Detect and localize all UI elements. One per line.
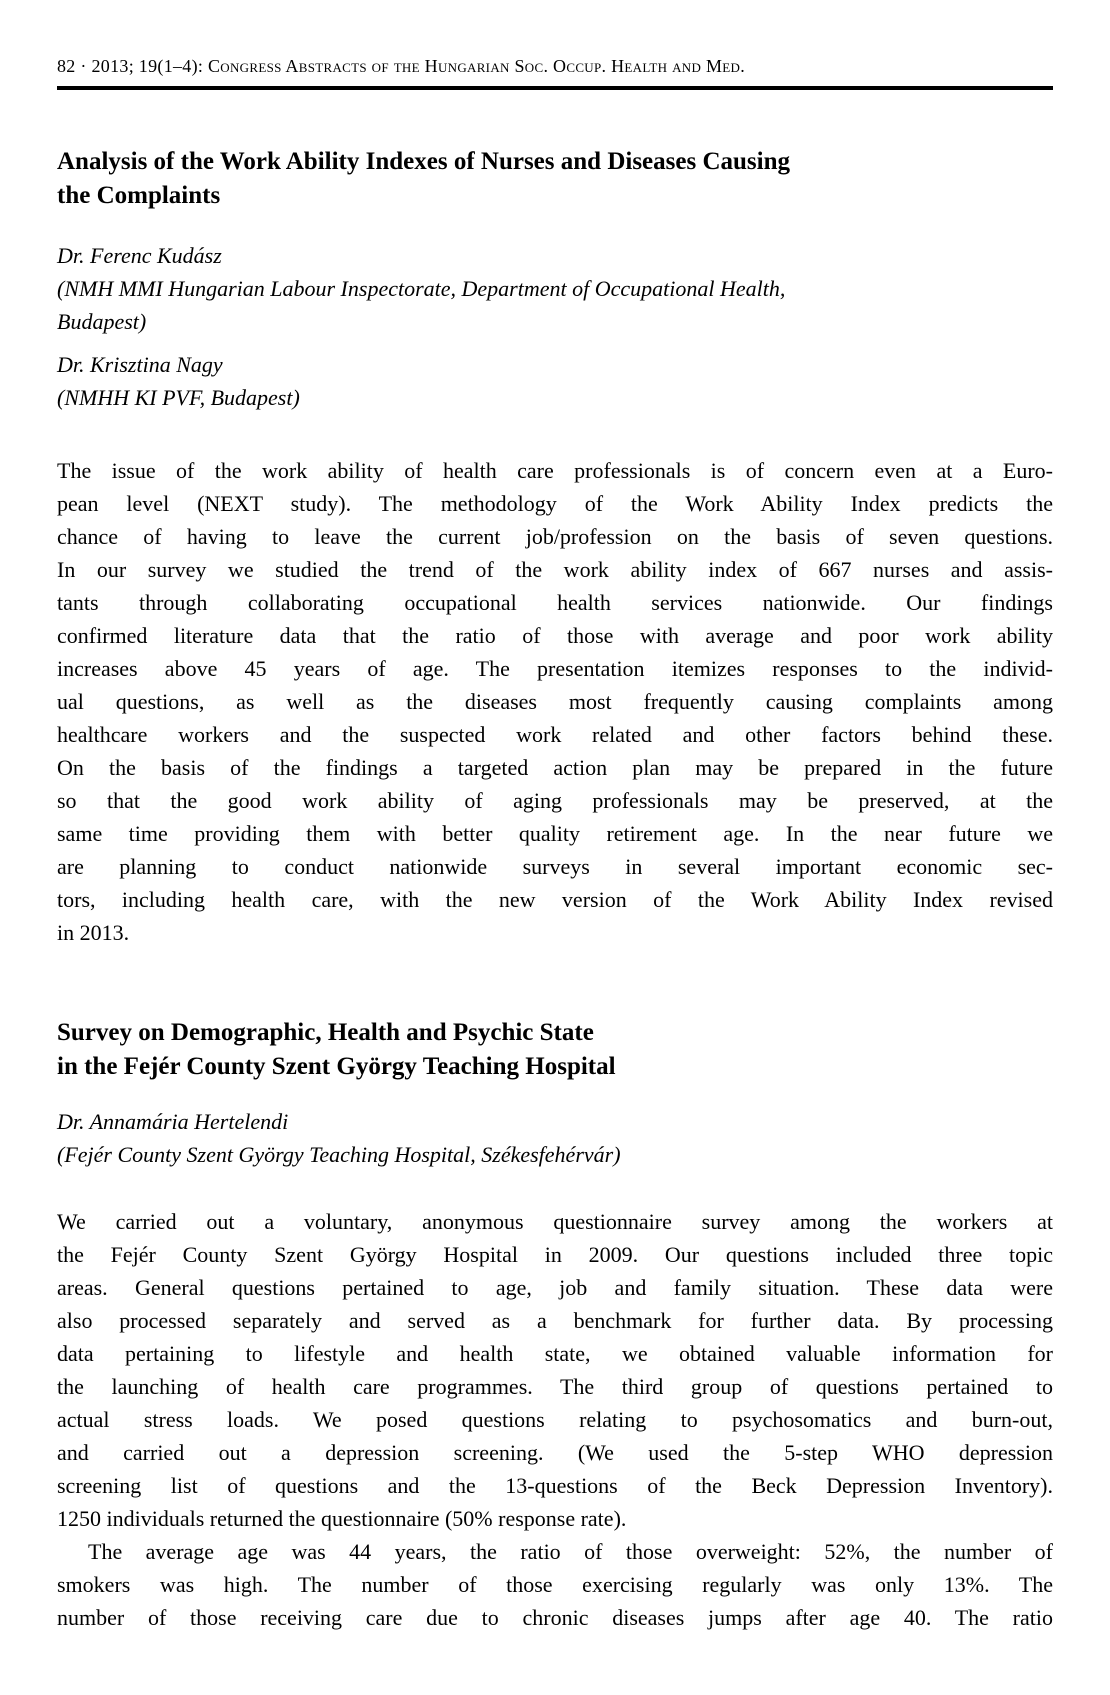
text-line: same time providing them with better quality retirement age. In the near future we	[57, 821, 1053, 846]
author-name: Dr. Ferenc Kudász	[57, 243, 222, 268]
text-line: actual stress loads. We posed questions relating to psychosomatics and burn-out,	[57, 1407, 1053, 1432]
text-line: the Fejér County Szent György Hospital in 2009. Our questions included three topic	[57, 1242, 1053, 1267]
text-line: increases above 45 years of age. The presentation itemizes responses to the individ-	[57, 656, 1053, 681]
text-line: (Fejér County Szent György Teaching Hospital, Székesfehérvár)	[57, 1142, 621, 1167]
text-line: healthcare workers and the suspected work related and other factors behind these.	[57, 722, 1053, 747]
author-name: Dr. Annamária Hertelendi	[57, 1109, 289, 1134]
text-line: tors, including health care, with the new version of the Work Ability Index revised	[57, 887, 1053, 912]
text-line: We carried out a voluntary, anonymous questionnaire survey among the workers at	[57, 1209, 1053, 1234]
text-line: On the basis of the findings a targeted action plan may be prepared in the future	[57, 755, 1053, 780]
text-line: in 2013.	[57, 920, 130, 945]
text-line: data pertaining to lifestyle and health state, we obtained valuable information for	[57, 1341, 1053, 1366]
text-line: Survey on Demographic, Health and Psychic State	[57, 1019, 594, 1046]
text-line: are planning to conduct nationwide surveys in several important economic sec-	[57, 854, 1053, 879]
author-affiliation	[57, 1138, 1053, 1171]
text-line: areas. General questions pertained to age, job and family situation. These data were	[57, 1275, 1053, 1300]
text-line: the Complaints	[57, 182, 221, 209]
text-line: Analysis of the Work Ability Indexes of Nurses and Diseases Causing	[57, 148, 790, 175]
text-line: so that the good work ability of aging professionals may be preserved, at the	[57, 788, 1053, 813]
author-entry	[57, 1105, 1053, 1171]
text-line: confirmed literature data that the ratio of those with average and poor work ability	[57, 623, 1053, 648]
text-line: the launching of health care programmes. The third group of questions pertained to	[57, 1374, 1053, 1399]
text-line: smokers was high. The number of those exercising regularly was only 13%. The	[57, 1572, 1053, 1597]
abstract-title	[57, 1016, 1053, 1084]
abstract-paragraph	[57, 1535, 1053, 1634]
text-line: In our survey we studied the trend of the work ability index of 667 nurses and assis-	[57, 557, 1053, 582]
journal-header	[57, 56, 1053, 90]
text-line: number of those receiving care due to chronic diseases jumps after age 40. The ratio	[57, 1605, 1053, 1630]
abstract-body	[57, 454, 1053, 949]
author-entry	[57, 348, 1053, 414]
text-line: tants through collaborating occupational health services nationwide. Our findings	[57, 590, 1053, 615]
abstract-section-2	[57, 1016, 1053, 1634]
abstract-paragraph	[57, 1205, 1053, 1535]
text-line: (NMH MMI Hungarian Labour Inspectorate, Department of Occupational Health,	[57, 276, 786, 301]
text-line: (NMHH KI PVF, Budapest)	[57, 385, 300, 410]
abstract-body	[57, 1205, 1053, 1634]
text-line: and carried out a depression screening. (We used the 5-step WHO depression	[57, 1440, 1053, 1465]
text-line: ual questions, as well as the diseases most frequently causing complaints among	[57, 689, 1053, 714]
abstract-section-1	[57, 145, 1053, 949]
text-line: pean level (NEXT study). The methodology of the Work Ability Index predicts the	[57, 491, 1053, 516]
author-entry	[57, 239, 1053, 338]
text-line: The average age was 44 years, the ratio of those overweight: 52%, the number of	[88, 1539, 1053, 1564]
authors-block	[57, 1105, 1053, 1171]
author-affiliation	[57, 272, 1053, 338]
text-line: chance of having to leave the current job/profession on the basis of seven questions.	[57, 524, 1053, 549]
author-name: Dr. Krisztina Nagy	[57, 352, 223, 377]
author-affiliation	[57, 381, 1053, 414]
text-line: also processed separately and served as a benchmark for further data. By processing	[57, 1308, 1053, 1333]
text-line: Budapest)	[57, 309, 147, 334]
journal-header-text: 82 · 2013; 19(1–4): Congress Abstracts of the Hungarian Soc. Occup. Health and Med.	[57, 56, 746, 76]
text-line: 1250 individuals returned the questionnaire (50% response rate).	[57, 1506, 627, 1531]
authors-block	[57, 239, 1053, 414]
abstract-paragraph	[57, 454, 1053, 949]
abstract-title	[57, 145, 1053, 213]
text-line: The issue of the work ability of health care professionals is of concern even at a Euro-	[57, 458, 1053, 483]
text-line: screening list of questions and the 13-questions of the Beck Depression Inventory).	[57, 1473, 1053, 1498]
text-line: in the Fejér County Szent György Teaching Hospital	[57, 1053, 616, 1080]
